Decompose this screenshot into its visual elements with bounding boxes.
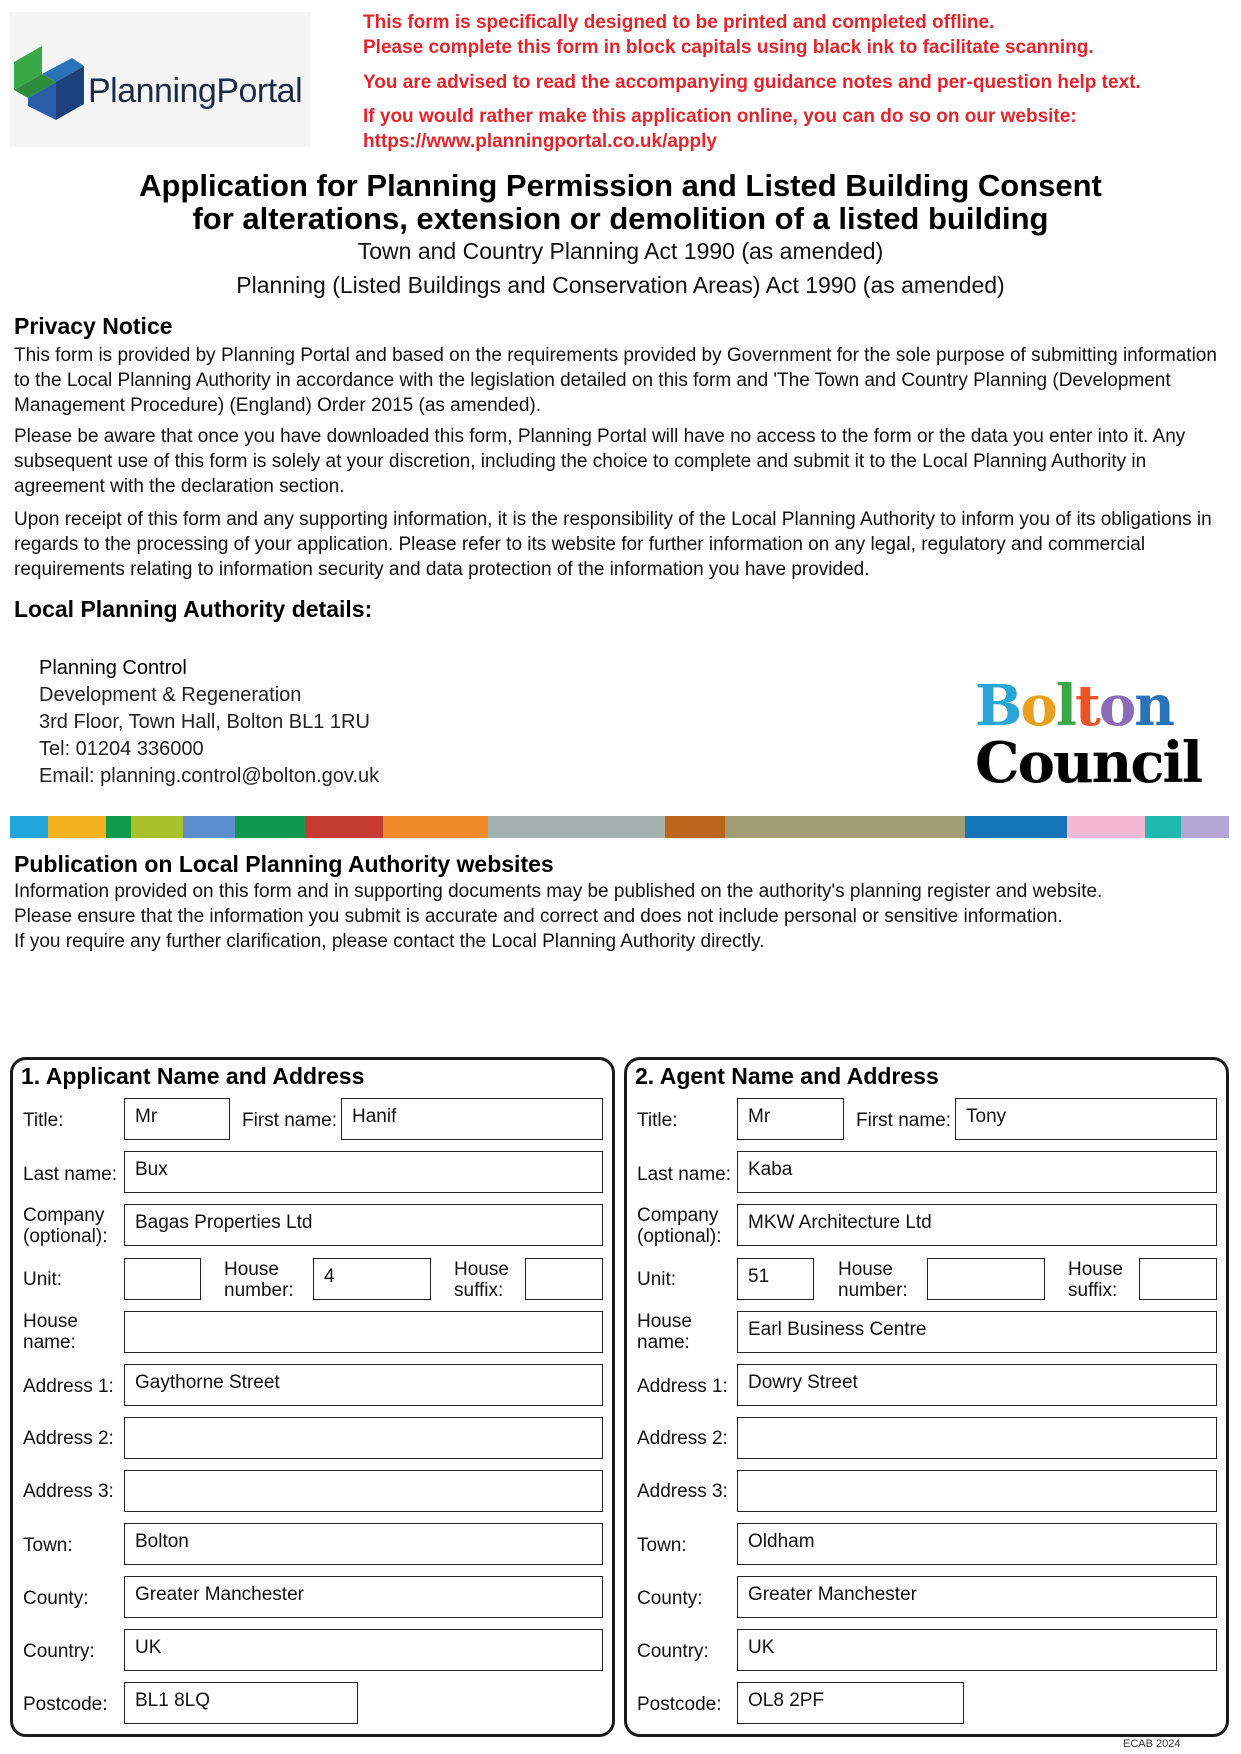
agent-address1-field[interactable]: Dowry Street <box>737 1364 1217 1406</box>
agent-last-name-field[interactable]: Kaba <box>737 1151 1217 1193</box>
applicant-house-number-label: House number: <box>224 1259 294 1301</box>
bolton-wordmark: Bolton <box>975 673 1173 739</box>
agent-house-suffix-field[interactable] <box>1139 1258 1217 1300</box>
agent-postcode-field[interactable]: OL8 2PF <box>737 1682 964 1724</box>
applicant-unit-field[interactable] <box>124 1258 201 1300</box>
privacy-heading: Privacy Notice <box>14 313 173 339</box>
agent-heading: 2. Agent Name and Address <box>635 1063 939 1089</box>
lpa-phone: Tel: 01204 336000 <box>39 738 204 760</box>
agent-house-name-label: House name: <box>637 1311 692 1353</box>
applicant-address1-label: Address 1: <box>23 1376 114 1397</box>
agent-first-name-field[interactable]: Tony <box>955 1098 1217 1140</box>
agent-unit-field[interactable]: 51 <box>737 1258 814 1300</box>
bolton-council-logo <box>975 673 1201 796</box>
applicant-address2-field[interactable] <box>124 1417 603 1459</box>
agent-county-field[interactable]: Greater Manchester <box>737 1576 1217 1618</box>
lpa-email[interactable]: Email: planning.control@bolton.gov.uk <box>39 765 380 787</box>
agent-house-name-field[interactable]: Earl Business Centre <box>737 1311 1217 1353</box>
agent-address3-field[interactable] <box>737 1470 1217 1512</box>
applicant-title-label: Title: <box>23 1110 64 1131</box>
online-notice: If you would rather make this application online, you can do so on our website: https://www.planningportal.co.uk/apply <box>363 106 1077 152</box>
publication-line-1: Information provided on this form and in supporting documents may be published on the authority's planning register and website. <box>14 881 1103 902</box>
privacy-paragraph-1: This form is provided by Planning Portal and based on the requirements provided by Government for the sole purpose of submitting information to the Local Planning Authority in accordance with the legislation detailed on this form and 'The Town and Country Planning (Development Management Procedure) (England) Order 2015 (as amended). <box>14 345 1217 416</box>
applicant-address1-field[interactable]: Gaythorne Street <box>124 1364 603 1406</box>
privacy-paragraph-3: Upon receipt of this form and any supporting information, it is the responsibility of the Local Planning Authority to inform you of its obligations in regards to the processing of your application. Please refer to its website for further information on any legal, regulatory and commercial requirements relating to information security and data protection of the information you have provided. <box>14 509 1212 580</box>
agent-first-name-label: First name: <box>856 1110 952 1131</box>
applicant-town-field[interactable]: Bolton <box>124 1523 603 1565</box>
form-title-line2: for alterations, extension or demolition of a listed building <box>192 201 1049 236</box>
applicant-first-name-label: First name: <box>242 1110 338 1131</box>
lpa-contact <box>39 655 379 790</box>
applicant-company-label: Company (optional): <box>23 1205 108 1247</box>
publication-heading: Publication on Local Planning Authority websites <box>14 851 554 877</box>
agent-unit-label: Unit: <box>637 1269 677 1290</box>
lpa-heading: Local Planning Authority details: <box>14 596 373 622</box>
agent-postcode-label: Postcode: <box>637 1694 722 1715</box>
applicant-last-name-label: Last name: <box>23 1164 117 1185</box>
lpa-department: Development & Regeneration <box>39 684 302 706</box>
planning-portal-logo <box>10 12 310 147</box>
privacy-paragraph-2: Please be aware that once you have downloaded this form, Planning Portal will have no access to the form or the data you enter into it. Any subsequent use of this form is solely at your discretion, including the choice to complete and submit it to the Local Planning Authority in agreement with the declaration section. <box>14 426 1186 497</box>
applicant-house-name-field[interactable] <box>124 1311 603 1353</box>
applicant-company-field[interactable]: Bagas Properties Ltd <box>124 1204 603 1246</box>
planning-portal-cube-icon <box>12 44 86 124</box>
agent-town-field[interactable]: Oldham <box>737 1523 1217 1565</box>
applicant-county-field[interactable]: Greater Manchester <box>124 1576 603 1618</box>
agent-house-number-label: House number: <box>838 1259 908 1301</box>
agent-country-label: Country: <box>637 1641 709 1662</box>
guidance-notice: You are advised to read the accompanying guidance notes and per-question help text. <box>363 72 1141 93</box>
agent-title-label: Title: <box>637 1110 678 1131</box>
agent-house-suffix-label: House suffix: <box>1068 1259 1123 1301</box>
agent-address3-label: Address 3: <box>637 1481 728 1502</box>
applicant-last-name-field[interactable]: Bux <box>124 1151 603 1193</box>
publication-line-2: Please ensure that the information you submit is accurate and correct and does not include personal or sensitive information. <box>14 906 1063 927</box>
applicant-country-label: Country: <box>23 1641 95 1662</box>
agent-title-field[interactable]: Mr <box>737 1098 844 1140</box>
act-subtitle-1: Town and Country Planning Act 1990 (as amended) <box>357 238 884 264</box>
colour-stripe <box>10 816 1229 838</box>
applicant-postcode-label: Postcode: <box>23 1694 108 1715</box>
agent-company-label: Company (optional): <box>637 1205 722 1247</box>
lpa-name: Planning Control <box>39 657 187 679</box>
applicant-house-name-label: House name: <box>23 1311 78 1353</box>
form-code: ECAB 2024 <box>1123 1738 1181 1750</box>
offline-notice: This form is specifically designed to be printed and completed offline. Please complete this form in block capitals using black ink to facilitate scanning. <box>363 12 1094 58</box>
agent-last-name-label: Last name: <box>637 1164 731 1185</box>
applicant-unit-label: Unit: <box>23 1269 63 1290</box>
publication-line-3: If you require any further clarification, please contact the Local Planning Authority directly. <box>14 931 765 952</box>
applicant-address3-field[interactable] <box>124 1470 603 1512</box>
agent-address2-field[interactable] <box>737 1417 1217 1459</box>
applicant-house-suffix-label: House suffix: <box>454 1259 509 1301</box>
applicant-first-name-field[interactable]: Hanif <box>341 1098 603 1140</box>
applicant-town-label: Town: <box>23 1535 73 1556</box>
agent-address1-label: Address 1: <box>637 1376 728 1397</box>
applicant-country-field[interactable]: UK <box>124 1629 603 1671</box>
applicant-address2-label: Address 2: <box>23 1428 114 1449</box>
applicant-title-field[interactable]: Mr <box>124 1098 230 1140</box>
agent-house-number-field[interactable] <box>927 1258 1045 1300</box>
agent-address2-label: Address 2: <box>637 1428 728 1449</box>
form-title-line1: Application for Planning Permission and Listed Building Consent <box>139 168 1102 203</box>
act-subtitle-2: Planning (Listed Buildings and Conservation Areas) Act 1990 (as amended) <box>236 272 1005 298</box>
applicant-postcode-field[interactable]: BL1 8LQ <box>124 1682 358 1724</box>
agent-country-field[interactable]: UK <box>737 1629 1217 1671</box>
agent-town-label: Town: <box>637 1535 687 1556</box>
applicant-house-number-field[interactable]: 4 <box>313 1258 431 1300</box>
applicant-address3-label: Address 3: <box>23 1481 114 1502</box>
apply-link[interactable]: https://www.planningportal.co.uk/apply <box>363 131 717 152</box>
applicant-house-suffix-field[interactable] <box>525 1258 603 1300</box>
agent-county-label: County: <box>637 1588 703 1609</box>
applicant-heading: 1. Applicant Name and Address <box>21 1063 365 1089</box>
applicant-county-label: County: <box>23 1588 89 1609</box>
logo-wordmark: PlanningPortal <box>88 72 303 110</box>
lpa-address: 3rd Floor, Town Hall, Bolton BL1 1RU <box>39 711 370 733</box>
council-wordmark: Council <box>975 730 1201 796</box>
agent-company-field[interactable]: MKW Architecture Ltd <box>737 1204 1217 1246</box>
